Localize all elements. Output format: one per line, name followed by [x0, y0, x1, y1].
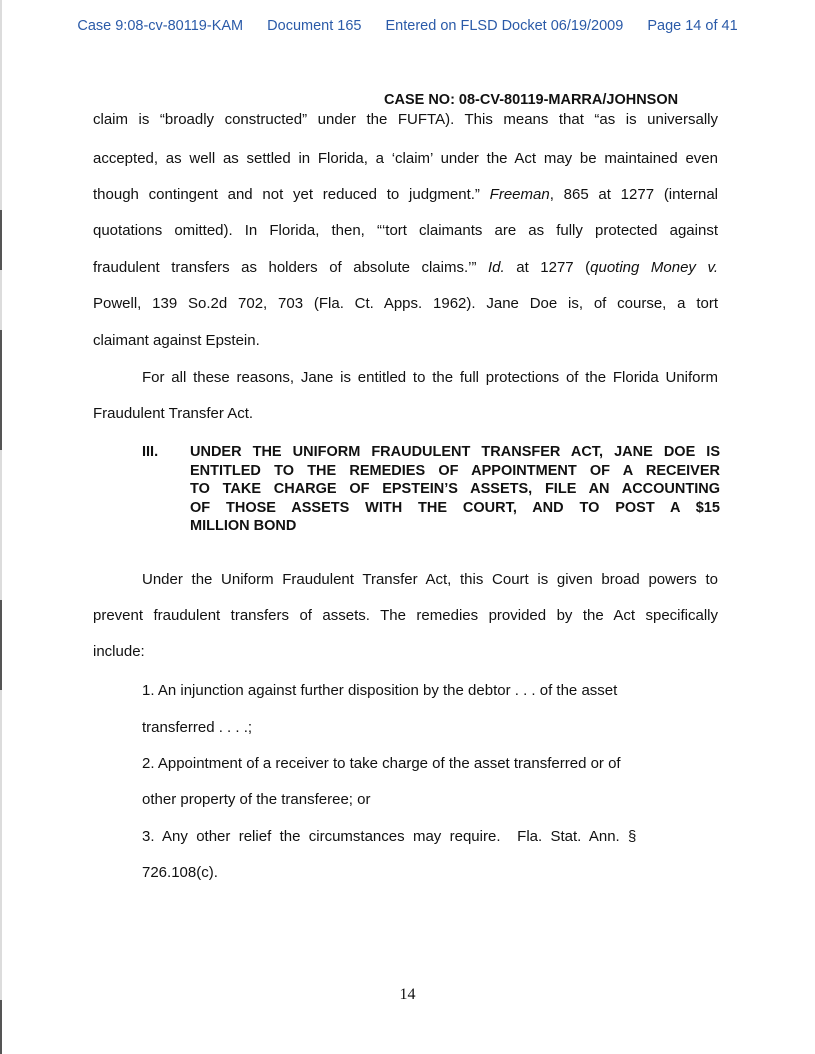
page-number: 14	[399, 986, 416, 1003]
body-line: Under the Uniform Fraudulent Transfer Act, this Court is given broad powers to	[142, 571, 718, 588]
body-line: accepted, as well as settled in Florida, a ‘claim’ under the Act may be maintained even	[93, 150, 718, 167]
docket-header	[0, 18, 815, 34]
body-line: claimant against Epstein.	[93, 332, 260, 349]
case-id: Case 9:08-cv-80119-KAM	[77, 18, 244, 34]
body-line: prevent fraudulent transfers of assets. The remedies provided by the Act specifically	[93, 607, 718, 624]
body-line: claim is “broadly constructed” under the FUFTA). This means that “as is universally	[93, 111, 718, 128]
body-line: Powell, 139 So.2d 702, 703 (Fla. Ct. Apps. 1962). Jane Doe is, of course, a tort	[93, 295, 718, 312]
edge-mark	[0, 600, 2, 690]
section-number: III.	[142, 444, 159, 460]
list-item: 1. An injunction against further disposition by the debtor . . . of the asset	[142, 682, 618, 699]
edge-mark	[0, 1000, 2, 1054]
list-item-continuation: transferred . . . .;	[142, 719, 253, 736]
section-heading	[142, 443, 720, 536]
list-item-continuation: other property of the transferee; or	[142, 791, 371, 808]
body-line: fraudulent transfers as holders of absolute claims.’” Id. at 1277 (quoting Money v.	[93, 259, 718, 276]
section-title: UNDER THE UNIFORM FRAUDULENT TRANSFER ACT, JANE DOE IS ENTITLED TO THE REMEDIES OF APPOINTMENT OF A RECEIVER TO TAKE CHARGE OF EPSTEIN’S ASSETS, FILE AN ACCOUNTING OF THOSE ASSETS WITH THE COURT, AND TO POST A $15 MILLION BOND	[190, 444, 720, 534]
case-number: CASE NO: 08-CV-80119-MARRA/JOHNSON	[384, 92, 679, 108]
body-line: quotations omitted). In Florida, then, “‘tort claimants are as fully protected against	[93, 222, 718, 239]
edge-mark	[0, 210, 2, 270]
body-line: include:	[93, 643, 145, 660]
edge-mark	[0, 330, 2, 450]
entered-date: Entered on FLSD Docket 06/19/2009	[385, 18, 624, 34]
body-line: Fraudulent Transfer Act.	[93, 405, 254, 422]
page-count: Page 14 of 41	[647, 18, 738, 34]
list-item-continuation: 726.108(c).	[142, 864, 218, 881]
page-left-edge	[0, 0, 2, 1054]
list-item: 3. Any other relief the circumstances may require. Fla. Stat. Ann. §	[142, 828, 637, 845]
body-line: For all these reasons, Jane is entitled to the full protections of the Florida Uniform	[142, 369, 718, 386]
body-line: though contingent and not yet reduced to judgment.” Freeman, 865 at 1277 (internal	[93, 186, 719, 203]
document-number: Document 165	[267, 18, 362, 34]
list-item: 2. Appointment of a receiver to take charge of the asset transferred or of	[142, 755, 621, 772]
